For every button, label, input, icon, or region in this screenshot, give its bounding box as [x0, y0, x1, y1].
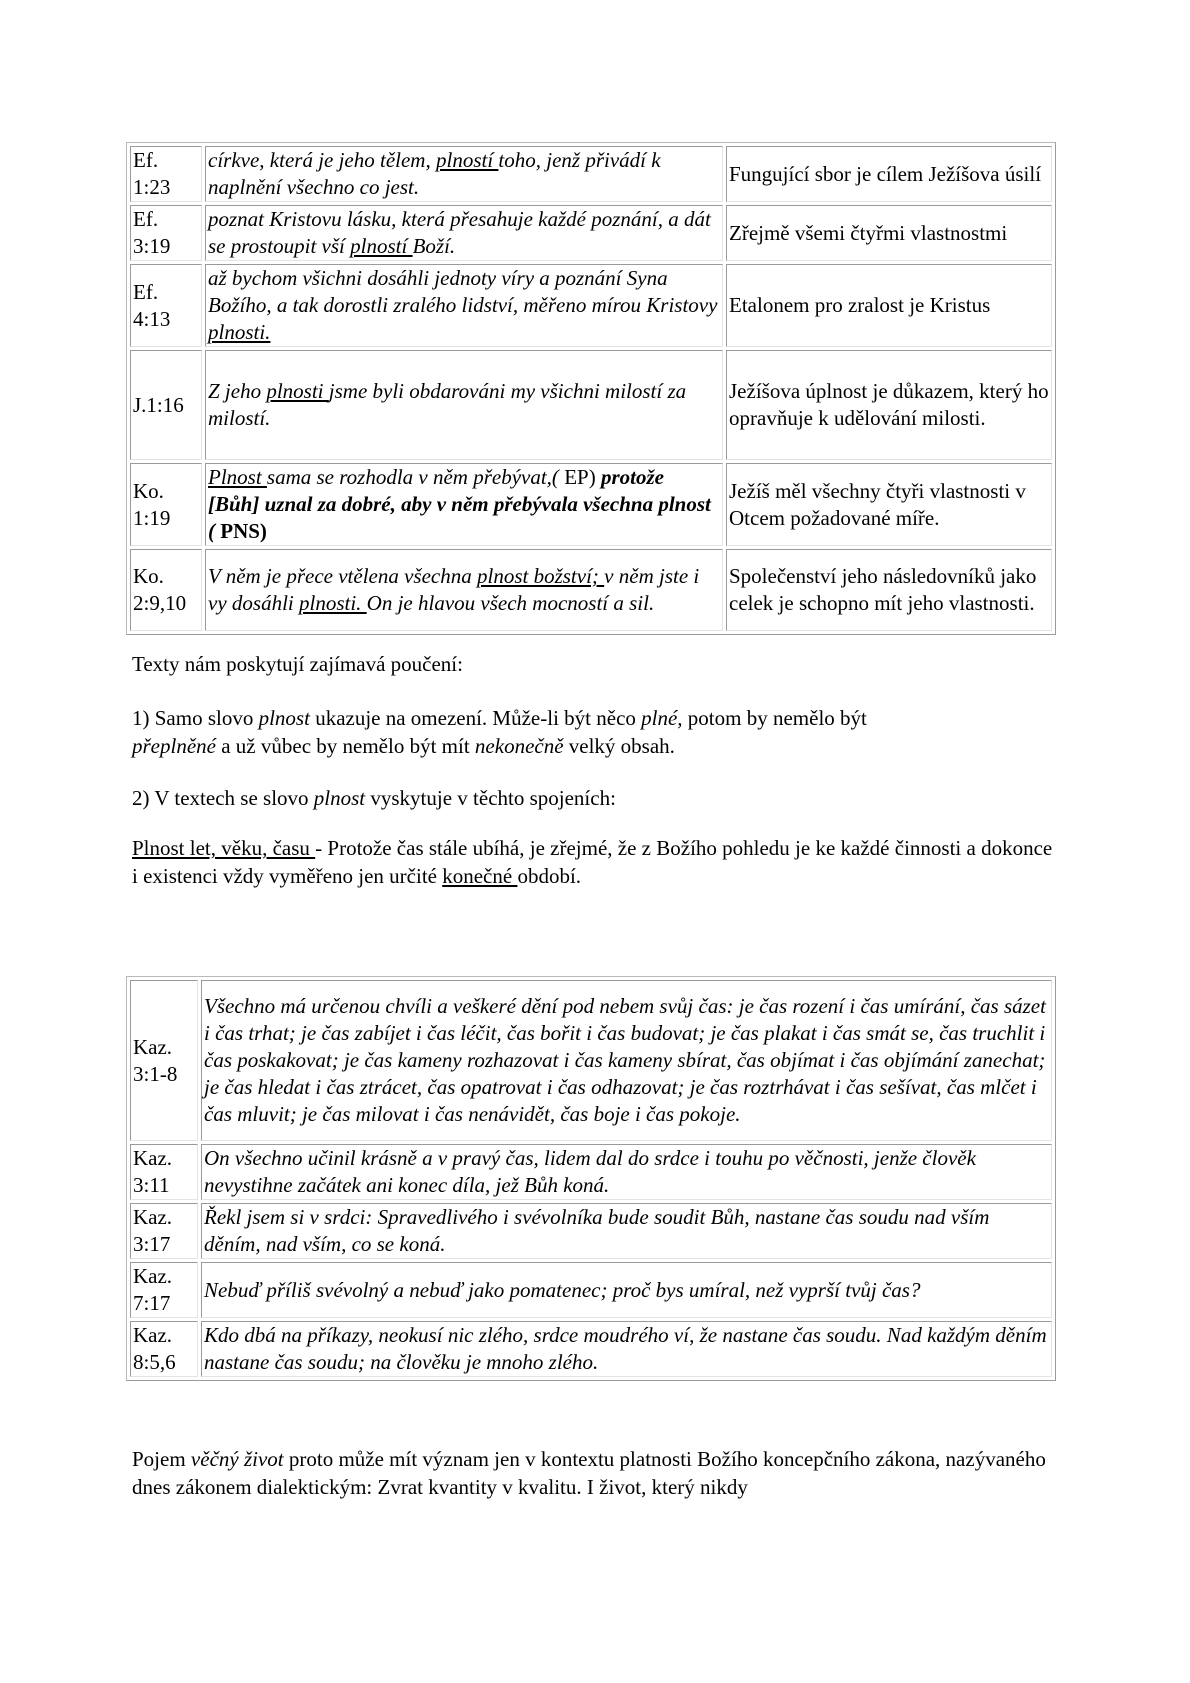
table-row: [130, 549, 1052, 631]
verse-text: On všechno učinil krásně a v pravý čas, lidem dal do srdce i touhu po věčnosti, jenže člověk nevystihne začátek ani konec díla, jež Bůh koná.: [201, 1144, 1052, 1200]
verse-reference: [130, 264, 202, 347]
verse-table-kazatel: [126, 976, 1056, 1381]
text-part: 2) V textech se slovo: [132, 786, 314, 810]
text-part: Z jeho: [208, 379, 267, 403]
ref-chapter: 4:13: [133, 306, 171, 331]
translation-tag-ep: EP): [564, 465, 601, 489]
underlined-term: plnosti.: [298, 591, 367, 615]
underlined-term: konečné: [442, 864, 518, 888]
text-part: jsme byli obdarováni my všichni milostí za milostí.: [208, 379, 687, 430]
paragraph-point-2: [132, 784, 1062, 812]
text-part: sama se rozhodla v něm přebývat,(: [266, 465, 565, 489]
underlined-term: Plnost let, věku, času: [132, 836, 316, 860]
text-part: potom by nemělo být: [682, 706, 867, 730]
ref-book: Ef.: [133, 207, 159, 231]
verse-text: [205, 146, 723, 202]
text-part: Boží.: [412, 234, 456, 258]
ref-chapter: 3:1-8: [133, 1061, 178, 1086]
ref-book: Ef.: [133, 148, 159, 172]
underlined-term: plností: [435, 148, 499, 172]
text-part: až bychom všichni dosáhli jednoty víry a poznání Syna Božího, a tak dorostli zralého lidství, měřeno mírou Kristovy: [208, 266, 718, 317]
verse-text: [205, 264, 723, 347]
ref-book: Kaz.: [133, 1034, 173, 1059]
verse-text: [205, 205, 723, 261]
ref-book: Kaz.: [133, 1264, 173, 1288]
verse-reference: [130, 463, 202, 546]
italic-term: přeplněné: [132, 734, 216, 758]
italic-term: nekonečně: [474, 734, 564, 758]
verse-text: [205, 350, 723, 460]
text-part: v něm jste i vy dosáhli: [208, 564, 700, 615]
table-row: [130, 146, 1052, 202]
ref-book: Ko.: [133, 478, 164, 503]
table-row: [130, 1144, 1052, 1200]
ref-chapter: 1:19: [133, 505, 171, 530]
verse-text: Všechno má určenou chvíli a veškeré dění pod nebem svůj čas: je čas rození i čas umírání, čas sázet i čas trhat; je čas zabíjet i čas léčit, čas bořit i čas budovat; je čas plakat i čas smát se, čas truchlit i čas poskakovat; je čas kameny rozhazovat i čas kameny sbírat, čas objímat i čas objímání zanechat; je čas hledat i čas ztrácet, čas opatrovat i čas odhazovat; je čas roztrhávat i čas sešívat, čas mlčet i čas mluvit; je čas milovat i čas nenávidět, čas boje i čas pokoje.: [201, 980, 1052, 1141]
table-row: [130, 205, 1052, 261]
ref-chapter: 2:9,10: [133, 591, 187, 615]
text-part: vyskytuje v těchto spojeních:: [365, 786, 616, 810]
text-part: - Protože čas stále ubíhá, je zřejmé, že z Božího pohledu je ke každé činnosti a dokonce i existenci vždy vyměřeno jen určité: [132, 836, 1053, 888]
ref-chapter: 7:17: [133, 1291, 171, 1315]
text-part: On je hlavou všech mocností a sil.: [366, 591, 655, 615]
ref-book: Kaz.: [133, 1146, 173, 1170]
underlined-term: Plnost: [208, 465, 267, 489]
verse-text: Kdo dbá na příkazy, neokusí nic zlého, srdce moudrého ví, že nastane čas soudu. Nad každým děním nastane čas soudu; na člověku je mnoho zlého.: [201, 1321, 1052, 1377]
verse-reference: [130, 1144, 198, 1200]
paragraph-vecny-zivot: [132, 1445, 1062, 1501]
ref-chapter: 3:19: [133, 234, 171, 258]
italic-term: plnost: [258, 706, 310, 730]
verse-reference: [130, 146, 202, 202]
table-row: [130, 264, 1052, 347]
verse-note: Zřejmě všemi čtyřmi vlastnostmi: [726, 205, 1052, 261]
translation-tag-pns: PNS): [220, 519, 267, 543]
text-part: období.: [517, 864, 582, 888]
verse-note: Fungující sbor je cílem Ježíšova úsilí: [726, 146, 1052, 202]
text-part: velký obsah.: [563, 734, 675, 758]
text-part: poznat Kristovu lásku, která přesahuje každé poznání, a dát se prostoupit vší: [208, 207, 711, 258]
table-row: [130, 1203, 1052, 1259]
ref-chapter: 3:11: [133, 1173, 170, 1197]
text-part: V něm je přece vtělena všechna: [208, 564, 477, 588]
text-part: a už vůbec by nemělo být mít: [215, 734, 475, 758]
table-row: [130, 463, 1052, 546]
paragraph-intro: Texty nám poskytují zajímavá poučení:: [132, 652, 463, 676]
verse-text: Řekl jsem si v srdci: Spravedlivého i svévolníka bude soudit Bůh, nastane čas soudu nad vším děním, nad vším, co se koná.: [201, 1203, 1052, 1259]
verse-note: Etalonem pro zralost je Kristus: [726, 264, 1052, 347]
verse-note: Společenství jeho následovníků jako celek je schopno mít jeho vlastnosti.: [726, 549, 1052, 631]
table-row: [130, 980, 1052, 1141]
text-part: ukazuje na omezení. Může-li být něco: [309, 706, 642, 730]
underlined-term: plností: [350, 234, 413, 258]
ref-chapter: 1:23: [133, 175, 171, 199]
ref-book: Ef.: [133, 279, 159, 304]
table-row: [130, 350, 1052, 460]
italic-term: plnost: [313, 786, 366, 810]
verse-text: Nebuď příliš svévolný a nebuď jako pomatenec; proč bys umíral, než vyprší tvůj čas?: [201, 1262, 1052, 1318]
verse-reference: [130, 1262, 198, 1318]
verse-reference: [130, 350, 202, 460]
verse-text: [205, 463, 723, 546]
verse-note: Ježíš měl všechny čtyři vlastnosti v Otcem požadované míře.: [726, 463, 1052, 546]
underlined-term: plnosti: [266, 379, 329, 403]
verse-reference: [130, 1203, 198, 1259]
verse-note: Ježíšova úplnost je důkazem, který ho opravňuje k udělování milosti.: [726, 350, 1052, 460]
text-part: církve, která je jeho tělem,: [208, 148, 436, 172]
paragraph-point-1: [132, 704, 1062, 760]
table-row: [130, 1262, 1052, 1318]
underlined-term: plnosti.: [208, 320, 271, 344]
ref-chapter: 3:17: [133, 1232, 171, 1256]
verse-reference: [130, 1321, 198, 1377]
ref-book: Kaz.: [133, 1323, 173, 1347]
text-part: 1) Samo slovo: [132, 706, 259, 730]
ref-book: Kaz.: [133, 1205, 173, 1229]
verse-reference: [130, 549, 202, 631]
italic-term: věčný život: [190, 1447, 284, 1471]
text-part: Pojem: [132, 1447, 191, 1471]
text-part: toho, jenž přivádí k naplnění všechno co jest.: [208, 148, 661, 199]
italic-term: plné,: [641, 706, 683, 730]
verse-table-plnost: [126, 142, 1056, 635]
ref-book: Ko.: [133, 564, 164, 588]
text-part: proto může mít význam jen v kontextu platnosti Božího koncepčního zákona, nazývaného dnes zákonem dialektickým: Zvrat kvantity v kvalitu. I život, který nikdy: [132, 1447, 1046, 1499]
underlined-term: plnost božství;: [477, 564, 605, 588]
table-row: [130, 1321, 1052, 1377]
ref-book: J.1:16: [133, 392, 184, 417]
bold-text: protože [Bůh] uznal za dobré, aby v něm přebývala všechna plnost (: [208, 465, 711, 543]
paragraph-plnost-let: [132, 834, 1062, 890]
verse-reference: [130, 980, 198, 1141]
ref-chapter: 8:5,6: [133, 1350, 176, 1374]
verse-reference: [130, 205, 202, 261]
verse-text: [205, 549, 723, 631]
